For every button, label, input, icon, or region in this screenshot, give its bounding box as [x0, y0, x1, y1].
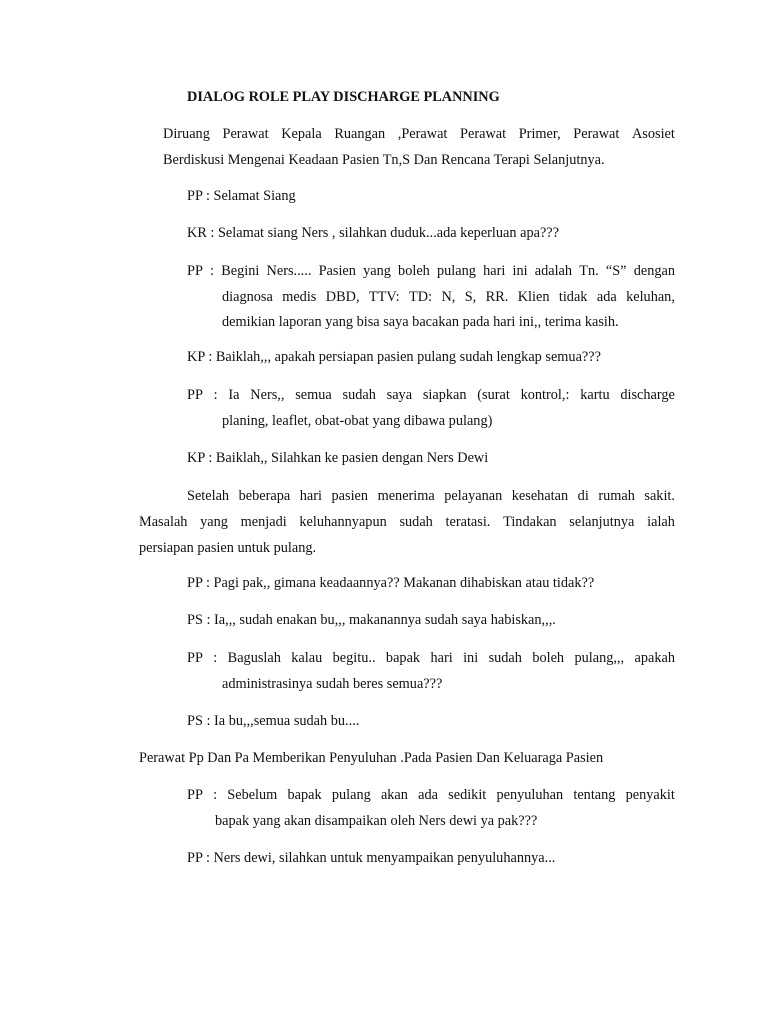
word: sedikit: [448, 787, 487, 803]
document-title: DIALOG ROLE PLAY DISCHARGE PLANNING: [187, 89, 500, 105]
word: Perawat: [460, 126, 507, 142]
word: :: [213, 787, 218, 803]
word: ada: [418, 787, 438, 803]
word: apakah: [634, 650, 675, 666]
word: (surat: [477, 387, 510, 403]
intro-line-1: [163, 125, 675, 143]
word: boleh: [532, 650, 565, 666]
word: hari: [483, 263, 506, 279]
word: siapkan: [422, 387, 467, 403]
dialog-line-10: PS : Ia bu,,,semua sudah bu....: [187, 713, 360, 729]
dialog-line-8: PS : Ia,,, sudah enakan bu,,, makanannya sudah saya habiskan,,,.: [187, 612, 556, 628]
word: tentang: [573, 787, 616, 803]
word: discharge: [620, 387, 675, 403]
word: Baguslah: [227, 650, 281, 666]
word: Tn.: [579, 263, 599, 279]
word: rumah: [598, 488, 635, 504]
word: kesehatan: [511, 488, 569, 504]
word: semua: [295, 387, 332, 403]
word: Masalah: [139, 514, 188, 530]
word: RR.: [485, 289, 509, 305]
dialog-line-3-row-2: [222, 288, 675, 306]
word: Perawat: [573, 126, 620, 142]
word: hari: [430, 650, 453, 666]
word: PP: [187, 787, 203, 803]
word: ada: [596, 289, 617, 305]
word: kalau: [291, 650, 323, 666]
word: Diruang: [163, 126, 210, 142]
word: boleh: [398, 263, 430, 279]
word: ,Perawat: [397, 126, 448, 142]
word: Kepala: [281, 126, 322, 142]
word: pasien: [331, 488, 369, 504]
word: Primer,: [518, 126, 561, 142]
word: :: [213, 387, 218, 403]
word: Pasien: [318, 263, 356, 279]
dialog-line-3-row-3: demikian laporan yang bisa saya bacakan pada hari ini,, terima kasih.: [222, 314, 619, 330]
dialog-line-11-row-1: [187, 786, 675, 804]
word: DBD,: [325, 289, 360, 305]
word: sudah: [488, 650, 522, 666]
word: keluhannyapun: [299, 514, 387, 530]
word: yang: [200, 514, 228, 530]
narration-line-2: [139, 513, 675, 531]
word: Sebelum: [227, 787, 278, 803]
word: kartu: [580, 387, 610, 403]
word: pulang: [436, 263, 476, 279]
dialog-line-12: PP : Ners dewi, silahkan untuk menyampaikan penyuluhannya...: [187, 850, 556, 866]
dialog-line-3-row-1: [187, 262, 675, 280]
dialog-line-7: PP : Pagi pak,, gimana keadaannya?? Makanan dihabiskan atau tidak??: [187, 575, 595, 591]
word: Tindakan: [503, 514, 557, 530]
dialog-line-5-row-2: planing, leaflet, obat-obat yang dibawa pulang): [222, 413, 493, 429]
word: medis: [282, 289, 317, 305]
word: di: [577, 488, 589, 504]
word: ini: [512, 263, 528, 279]
word: TD:: [409, 289, 433, 305]
word: sakit.: [644, 488, 675, 504]
word: yang: [363, 263, 391, 279]
word: Begini: [221, 263, 260, 279]
word: adalah: [534, 263, 573, 279]
word: diagnosa: [222, 289, 273, 305]
narration-line-3: persiapan pasien untuk pulang.: [139, 540, 317, 556]
word: Ners.....: [266, 263, 312, 279]
word: menjadi: [240, 514, 287, 530]
dialog-line-9-row-2: administrasinya sudah beres semua???: [222, 676, 443, 692]
dialog-line-6: KP : Baiklah,, Silahkan ke pasien dengan Ners Dewi: [187, 450, 489, 466]
word: PP: [187, 387, 203, 403]
word: :: [210, 263, 215, 279]
dialog-line-9-row-1: [187, 649, 675, 667]
dialog-line-11-row-2: bapak yang akan disampaikan oleh Ners dewi ya pak???: [215, 813, 538, 829]
word: penyuluhan: [496, 787, 564, 803]
word: kontrol,:: [520, 387, 570, 403]
word: ialah: [647, 514, 675, 530]
section-heading: Perawat Pp Dan Pa Memberikan Penyuluhan .Pada Pasien Dan Keluaraga Pasien: [139, 750, 604, 766]
intro-line-2: Berdiskusi Mengenai Keadaan Pasien Tn,S Dan Rencana Terapi Selanjutnya.: [163, 152, 605, 168]
word: bapak: [287, 787, 322, 803]
word: “S”: [605, 263, 627, 279]
word: TTV:: [368, 289, 400, 305]
word: pulang,,,: [574, 650, 625, 666]
word: selanjutnya: [569, 514, 635, 530]
word: teratasi.: [445, 514, 491, 530]
dialog-line-2: KR : Selamat siang Ners , silahkan duduk...ada keperluan apa???: [187, 225, 559, 241]
word: begitu..: [332, 650, 376, 666]
word: :: [213, 650, 218, 666]
word: Perawat: [222, 126, 269, 142]
word: PP: [187, 650, 203, 666]
word: keluhan,: [626, 289, 675, 305]
word: akan: [380, 787, 408, 803]
word: N,: [441, 289, 456, 305]
word: dengan: [633, 263, 675, 279]
word: Klien: [517, 289, 550, 305]
word: Ruangan: [334, 126, 386, 142]
word: menerima: [377, 488, 435, 504]
word: pulang: [331, 787, 371, 803]
word: penyakit: [625, 787, 675, 803]
word: S,: [464, 289, 477, 305]
word: Ners,,: [250, 387, 285, 403]
word: hari: [299, 488, 322, 504]
word: tidak: [558, 289, 588, 305]
dialog-line-1: PP : Selamat Siang: [187, 188, 296, 204]
word: beberapa: [238, 488, 291, 504]
word: saya: [386, 387, 413, 403]
word: sudah: [399, 514, 433, 530]
word: Asosiet: [631, 126, 675, 142]
word: ini: [463, 650, 479, 666]
word: pelayanan: [444, 488, 503, 504]
dialog-line-5-row-1: [187, 386, 675, 404]
word: Setelah: [187, 488, 230, 504]
word: bapak: [385, 650, 421, 666]
dialog-line-4: KP : Baiklah,,, apakah persiapan pasien pulang sudah lengkap semua???: [187, 349, 601, 365]
word: Ia: [228, 387, 240, 403]
word: sudah: [342, 387, 376, 403]
word: PP: [187, 263, 203, 279]
narration-line-1: [187, 487, 675, 505]
